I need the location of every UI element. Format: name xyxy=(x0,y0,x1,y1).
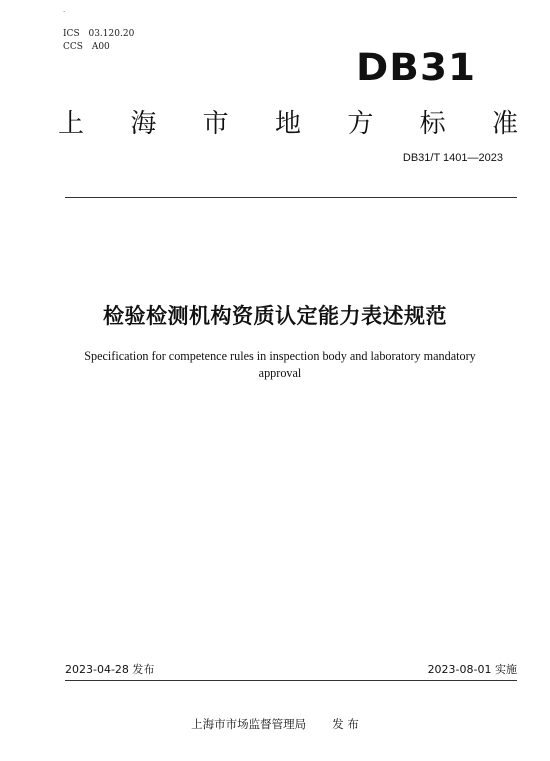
ccs-row xyxy=(63,41,134,54)
ics-code: 03.120.20 xyxy=(88,29,135,39)
standard-category-char: 市 xyxy=(202,109,229,139)
issue-date: 2023-04-28 发布 xyxy=(65,663,155,676)
publisher-line xyxy=(0,716,550,732)
db31-logo: DB31 xyxy=(356,46,477,89)
standard-category-title xyxy=(58,103,518,140)
publisher-name: 上海市市场监督管理局 xyxy=(191,717,307,731)
ics-label: ICS xyxy=(63,29,80,39)
standard-category-char: 海 xyxy=(130,109,157,139)
document-title-en: Specification for competence rules in inspection body and laboratory mandatory approval xyxy=(84,349,476,380)
ccs-label: CCS xyxy=(63,42,83,52)
bottom-divider xyxy=(65,680,517,681)
corner-mark: . xyxy=(63,6,66,14)
standard-number: DB31/T 1401—2023 xyxy=(402,152,503,164)
ccs-code: A00 xyxy=(91,42,110,52)
standard-category-char: 标 xyxy=(419,109,446,139)
standard-category-char: 方 xyxy=(347,109,374,139)
standard-category-char: 准 xyxy=(491,109,518,139)
classification-codes xyxy=(63,28,134,54)
standard-category-char: 上 xyxy=(58,109,85,139)
implementation-date: 2023-08-01 实施 xyxy=(427,663,517,676)
ics-row xyxy=(63,28,134,41)
standard-category-char: 地 xyxy=(274,109,301,139)
publish-label: 发 布 xyxy=(332,717,359,731)
top-divider xyxy=(65,197,517,198)
document-title-zh: 检验检测机构资质认定能力表述规范 xyxy=(103,304,447,328)
